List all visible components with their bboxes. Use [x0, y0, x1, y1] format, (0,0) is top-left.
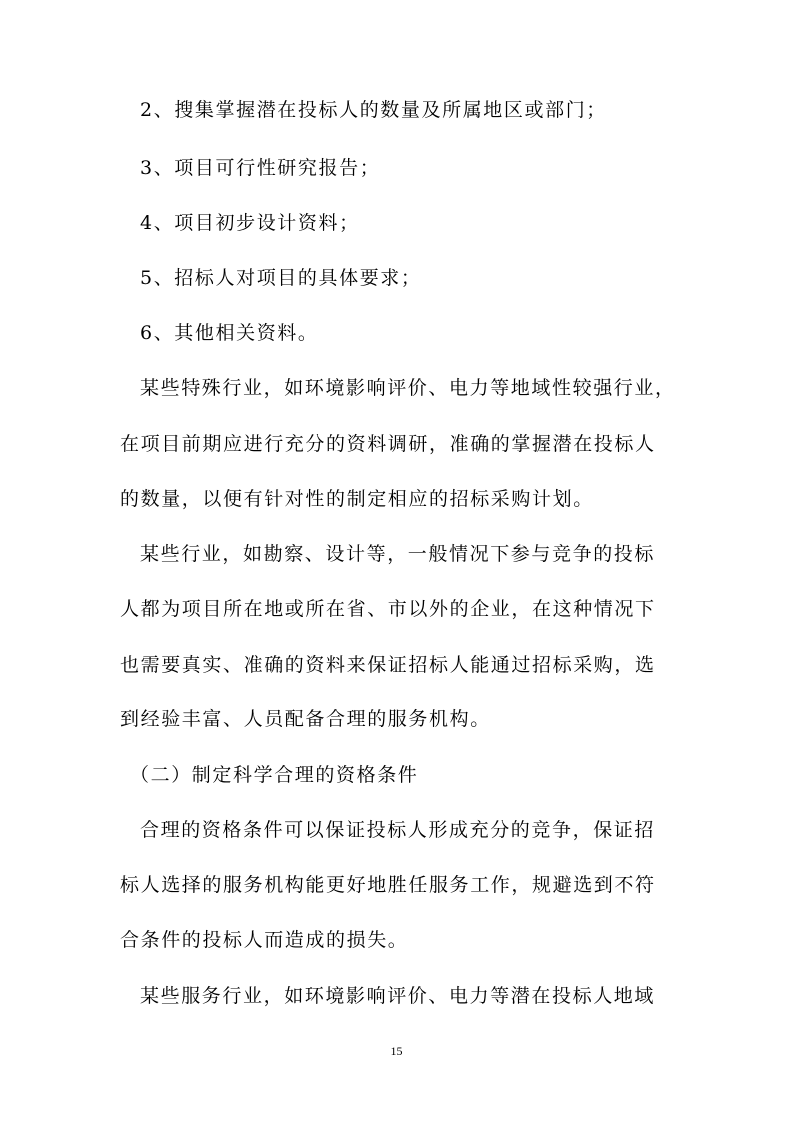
paragraph-2-line-4: 到经验丰富、人员配备合理的服务机构。: [120, 708, 491, 730]
paragraph-1-line-2: 在项目前期应进行充分的资料调研，准确的掌握潜在投标人: [120, 433, 656, 455]
list-item-5: 5、招标人对项目的具体要求；: [140, 267, 422, 289]
paragraph-2-line-3: 也需要真实、准确的资料来保证招标人能通过招标采购，选: [120, 654, 656, 676]
paragraph-4-line-1: 某些服务行业，如环境影响评价、电力等潜在投标人地域: [140, 985, 656, 1007]
page-number: 15: [390, 1044, 403, 1058]
paragraph-3-line-1: 合理的资格条件可以保证投标人形成充分的竞争，保证招: [140, 819, 656, 841]
list-item-4: 4、项目初步设计资料；: [140, 212, 360, 234]
paragraph-1-line-1: 某些特殊行业，如环境影响评价、电力等地域性较强行业，: [140, 377, 676, 399]
list-item-2: 2、搜集掌握潜在投标人的数量及所属地区或部门；: [140, 99, 607, 121]
section-heading: （二）制定科学合理的资格条件: [130, 764, 419, 786]
paragraph-3-line-2: 标人选择的服务机构能更好地胜任服务工作，规避选到不符: [120, 874, 656, 896]
paragraph-2-line-2: 人都为项目所在地或所在省、市以外的企业，在这种情况下: [120, 598, 656, 620]
paragraph-3-line-3: 合条件的投标人而造成的损失。: [120, 929, 409, 951]
list-item-3: 3、项目可行性研究报告；: [140, 157, 381, 179]
paragraph-1-line-3: 的数量，以便有针对性的制定相应的招标采购计划。: [120, 488, 594, 510]
list-item-6: 6、其他相关资料。: [140, 322, 319, 344]
paragraph-2-line-1: 某些行业，如勘察、设计等，一般情况下参与竞争的投标: [140, 543, 656, 565]
